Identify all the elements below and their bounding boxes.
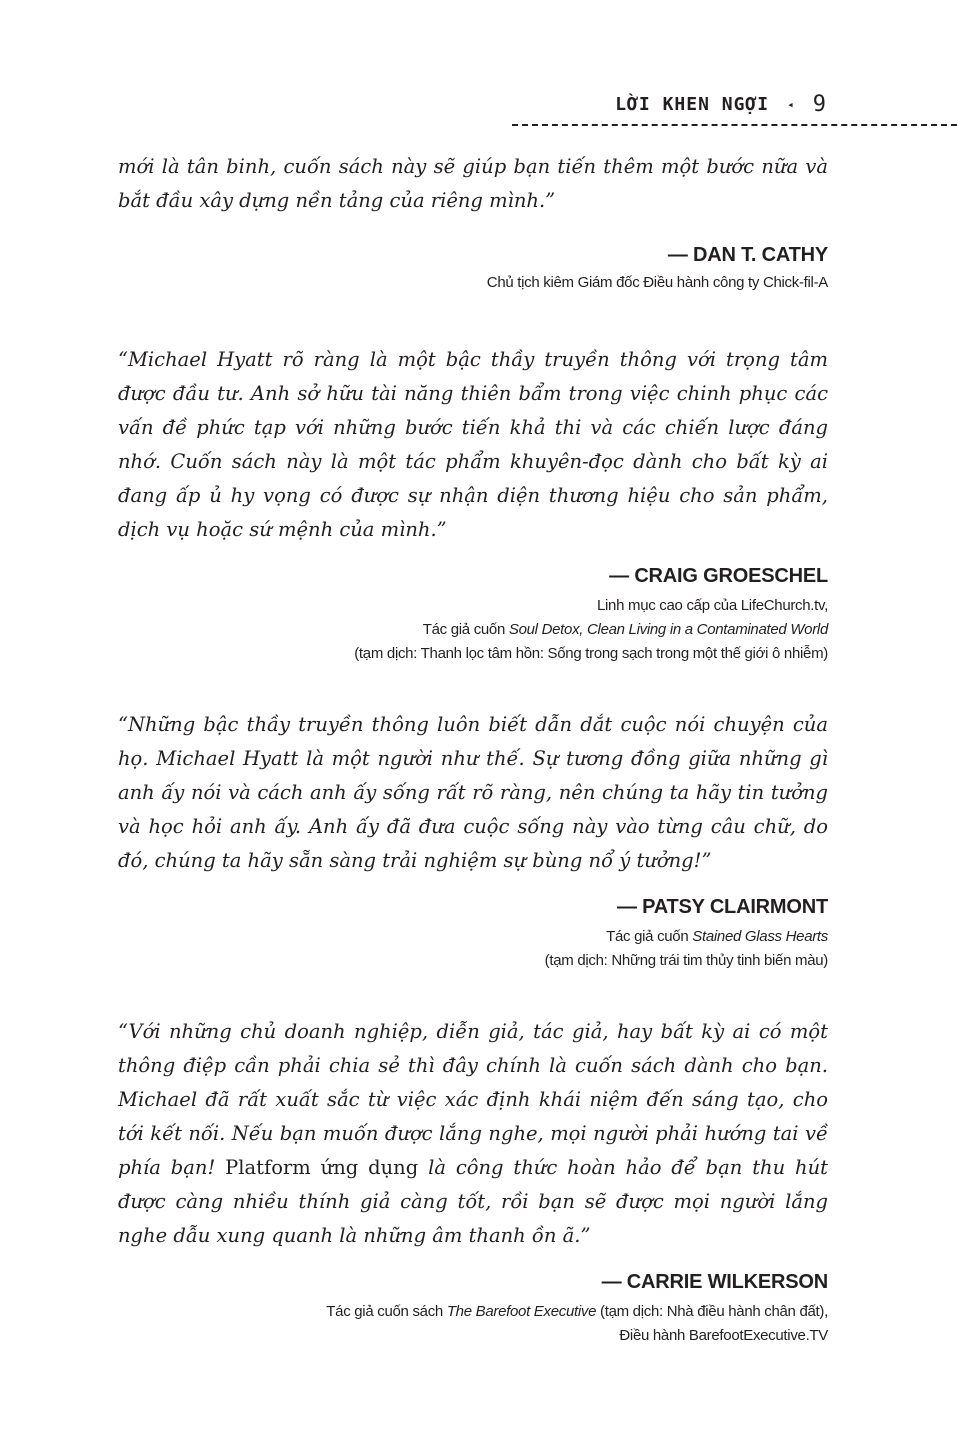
author-credit: Linh mục cao cấp của LifeChurch.tv,: [596, 597, 828, 614]
author-name: — CARRIE WILKERSON: [601, 1271, 828, 1293]
credit-text: Tác giả cuốn sách: [326, 1303, 447, 1320]
chapter-title: LỜI KHEN NGỢI: [615, 94, 770, 115]
author-credit: Chủ tịch kiêm Giám đốc Điều hành công ty Chick-fil-A: [486, 274, 828, 291]
author-credit: (tạm dịch: Những trái tim thủy tinh biến màu): [544, 952, 828, 969]
quote-text: mới là tân binh, cuốn sách này sẽ giúp bạn tiến thêm một bước nữa và bắt đầu xây dựng nền tảng của riêng mình.”: [118, 155, 828, 212]
credit-text: Tác giả cuốn: [422, 621, 509, 638]
testimonial: [118, 150, 828, 295]
author-name: — DAN T. CATHY: [667, 244, 828, 266]
testimonial: [118, 1015, 828, 1348]
quote-text: [118, 1015, 828, 1253]
quote-text: “Michael Hyatt rõ ràng là một bậc thầy truyền thông với trọng tâm được đầu tư. Anh sở hữu tài năng thiên bẩm trong việc chinh phục các vấn đề phức tạp với những bước tiến khả thi và các chiến lược đáng nhớ. Cuốn sách này là một tác phẩm khuyên-đọc dành cho bất kỳ ai đang ấp ủ hy vọng có được sự nhận diện thương hiệu cho sản phẩm, dịch vụ hoặc sứ mệnh của mình.”: [118, 348, 828, 541]
quote-part: “Với những chủ doanh nghiệp, diễn giả, tác giả, hay bất kỳ ai có một thông điệp cần phải chia sẻ thì đây chính là cuốn sách dành cho bạn. Michael đã rất xuất sắc từ việc xác định khái niệm đến sáng tạo, cho tới kết nối. Nếu bạn muốn được lắng nghe, mọi người phải hướng tai về phía bạn!: [118, 1020, 828, 1179]
book-title: The Barefoot Executive: [446, 1303, 597, 1320]
author-credit: (tạm dịch: Thanh lọc tâm hồn: Sống trong sạch trong một thế giới ô nhiễm): [354, 645, 828, 662]
author-credit: [118, 925, 828, 949]
page-number: 9: [812, 92, 827, 117]
author-credit: [118, 1300, 828, 1324]
book-title: Stained Glass Hearts: [692, 928, 828, 945]
author-name: — CRAIG GROESCHEL: [609, 565, 828, 587]
author-credit: Điều hành BarefootExecutive.TV: [619, 1327, 828, 1344]
arrow-left-icon: ◂: [787, 98, 795, 111]
credit-text: Tác giả cuốn: [606, 928, 693, 945]
quote-roman-part: Platform ứng dụng: [225, 1156, 419, 1179]
author-credit: [118, 618, 828, 642]
page-content: [118, 150, 828, 1348]
testimonial: [118, 343, 828, 666]
quote-part: là công thức hoàn hảo để bạn thu hút được càng nhiều thính giả càng tốt, rồi bạn sẽ được mọi người lắng nghe dẫu xung quanh là những âm thanh ồn ã.”: [118, 1156, 828, 1247]
credit-text: (tạm dịch: Nhà điều hành chân đất),: [596, 1303, 828, 1320]
quote-text: “Những bậc thầy truyền thông luôn biết dẫn dắt cuộc nói chuyện của họ. Michael Hyatt là một người như thế. Sự tương đồng giữa những gì anh ấy nói và cách anh ấy sống rất rõ ràng, nên chúng ta hãy tin tưởng và học hỏi anh ấy. Anh ấy đã đưa cuộc sống này vào từng câu chữ, do đó, chúng ta hãy sẵn sàng trải nghiệm sự bùng nổ ý tưởng!”: [118, 713, 828, 872]
book-title: Soul Detox, Clean Living in a Contaminated World: [508, 621, 828, 638]
running-head: [615, 92, 827, 117]
author-name: — PATSY CLAIRMONT: [616, 896, 828, 918]
dashed-rule: [512, 124, 957, 126]
testimonial: [118, 708, 828, 973]
